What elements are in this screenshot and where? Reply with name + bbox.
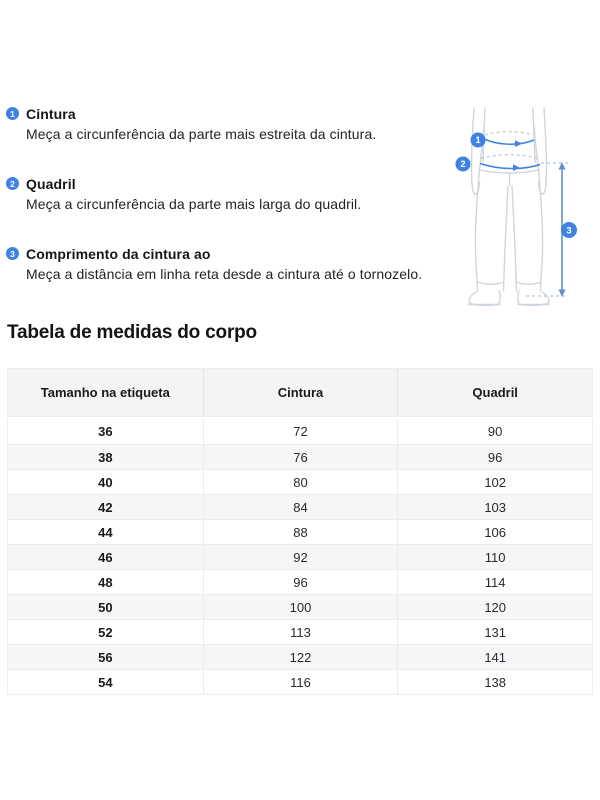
table-row [8, 669, 592, 694]
table-cell: 92 [203, 545, 398, 569]
table-cell: 103 [397, 495, 592, 519]
guide-item-title: Cintura [26, 105, 76, 122]
hip-arrowhead-icon [513, 164, 520, 171]
guide-item-comprimento [6, 244, 446, 283]
table-cell: 38 [98, 449, 113, 465]
table-row [8, 544, 592, 569]
guide-item-title: Quadril [26, 175, 76, 192]
guide-item-header [6, 174, 446, 193]
table-cell: 36 [98, 424, 113, 439]
guide-item-description: Meça a circunferência da parte mais larga do quadril. [26, 196, 362, 212]
number-1-badge: 1 [6, 107, 19, 120]
section-title: Tabela de medidas do corpo [7, 322, 257, 343]
marker-3-label: 3 [566, 225, 572, 237]
table-row [8, 619, 592, 644]
marker-2-label: 2 [460, 159, 466, 170]
measurement-arrows [480, 139, 566, 297]
table-cell: 113 [203, 620, 398, 644]
table-row [8, 594, 592, 619]
body-measurements-table [7, 368, 593, 695]
table-cell: 141 [397, 645, 592, 669]
table-cell: 131 [397, 620, 592, 644]
table-cell: 120 [397, 595, 592, 619]
guide-item-header [6, 244, 446, 263]
figure-markers [456, 133, 578, 239]
hip-arrow-icon [480, 164, 540, 169]
table-cell: 88 [203, 520, 398, 544]
table-cell: 116 [203, 670, 398, 694]
table-row [8, 469, 592, 494]
table-row [8, 494, 592, 519]
waist-arrowhead-icon [515, 140, 522, 147]
column-header-quadril: Quadril [397, 369, 592, 416]
table-row [8, 444, 592, 469]
table-cell: 50 [98, 599, 113, 615]
table-cell: 80 [203, 470, 398, 494]
table-body [7, 419, 593, 695]
table-cell: 90 [397, 419, 592, 444]
table-cell: 52 [98, 624, 113, 640]
number-3-badge: 3 [6, 247, 19, 260]
table-cell: 96 [203, 570, 398, 594]
number-2-badge: 2 [6, 177, 19, 190]
guide-item-quadril [6, 174, 446, 213]
guide-item-cintura [6, 104, 446, 143]
column-header-tamanho: Tamanho na etiqueta [40, 385, 170, 400]
waist-arrow-icon [484, 139, 534, 144]
column-header-cintura: Cintura [203, 369, 398, 416]
dashed-guide-lines [481, 132, 568, 296]
table-cell: 114 [397, 570, 592, 594]
table-row [8, 569, 592, 594]
marker-1-label: 1 [475, 135, 481, 146]
guide-item-description: Meça a circunferência da parte mais estreita da cintura. [26, 126, 377, 142]
lower-body-measurement-diagram [438, 86, 600, 318]
table-header-row [7, 368, 593, 417]
table-cell: 110 [397, 545, 592, 569]
table-cell: 122 [203, 645, 398, 669]
table-cell: 106 [397, 520, 592, 544]
table-cell: 48 [98, 574, 113, 590]
table-cell: 56 [98, 649, 113, 665]
table-cell: 42 [98, 499, 113, 515]
table-cell: 84 [203, 495, 398, 519]
table-cell: 46 [98, 549, 113, 565]
size-figure-illustration [438, 86, 600, 318]
table-cell: 40 [98, 474, 113, 490]
table-cell: 76 [203, 445, 398, 469]
table-row [8, 644, 592, 669]
table-cell: 102 [397, 470, 592, 494]
table-cell: 138 [397, 670, 592, 694]
table-cell: 100 [203, 595, 398, 619]
table-cell: 96 [397, 445, 592, 469]
guide-item-description: Meça a distância em linha reta desde a cintura até o tornozelo. [26, 266, 423, 282]
table-row [8, 419, 592, 444]
table-row [8, 519, 592, 544]
guide-item-title: Comprimento da cintura ao [26, 245, 211, 262]
table-cell: 44 [98, 524, 113, 540]
guide-item-header [6, 104, 446, 123]
table-cell: 54 [98, 674, 113, 690]
table-cell: 72 [203, 419, 398, 444]
